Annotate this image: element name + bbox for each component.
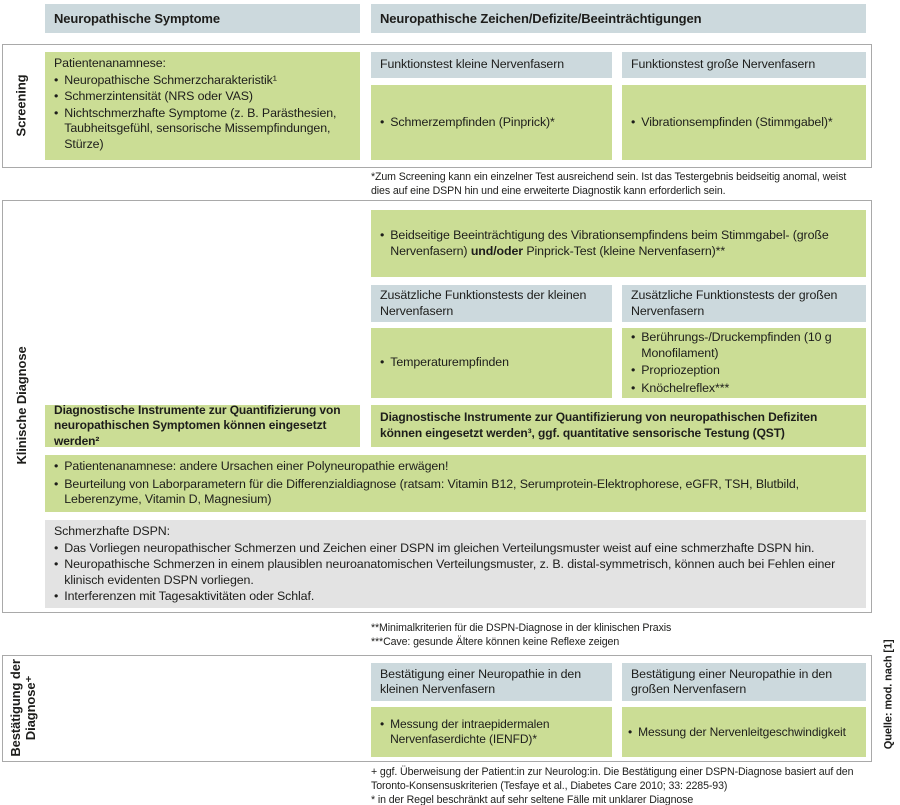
- list-item: [54, 73, 351, 89]
- clinical-footnotes: [371, 622, 868, 650]
- bullet-glyph: •: [380, 717, 385, 731]
- clinical-large-fiber-header-label: Zusätzliche Funktionstests der großen Nervenfasern: [631, 288, 838, 318]
- list-item: [54, 589, 857, 605]
- clinical-footnote: **Minimalkriterien für die DSPN-Diagnose in der klinischen Praxis: [371, 622, 672, 634]
- bullet-glyph: •: [380, 114, 385, 129]
- list-item: [54, 477, 857, 508]
- list-item: [631, 381, 857, 397]
- confirmation-footnote: + ggf. Überweisung der Patient:in zur Neurolog:in. Die Bestätigung einer DSPN-Diagnose basiert auf den Toronto-Konsensuskriterien (Tesfaye et al., Diabetes Care 2010; 33: 2285-93): [371, 766, 854, 792]
- bullet-glyph: •: [54, 72, 59, 87]
- confirmation-row-label: Bestätigung der Diagnose⁺: [8, 659, 38, 757]
- confirmation-small-fiber-header: [371, 663, 612, 701]
- painful-dspn-item: Neuropathische Schmerzen in einem plausiblen neuroanatomischen Verteilungsmuster, z. B. distal-symmetrisch, können auch bei Fehlen einer klinisch evidenten DSPN vorliegen.: [64, 557, 836, 587]
- confirmation-small-fiber-header-label: Bestätigung einer Neuropathie in den kleinen Nervenfasern: [380, 666, 581, 696]
- confirmation-small-fiber-box: [371, 707, 612, 757]
- clinical-bilateral-box: [371, 210, 866, 277]
- anamnesis-item: Nichtschmerzhafte Symptome (z. B. Parästhesien, Taubheitsgefühl, sensorische Missempfindungen, Stürze): [64, 105, 337, 151]
- bullet-glyph: •: [54, 89, 59, 103]
- screening-small-fiber-header-label: Funktionstest kleine Nervenfasern: [380, 57, 565, 72]
- screening-large-fiber-box: [622, 85, 866, 160]
- confirmation-large-fiber-test: Messung der Nervenleitgeschwindigkeit: [638, 724, 846, 739]
- bullet-glyph: •: [54, 459, 59, 474]
- confirmation-footnotes: [371, 766, 883, 805]
- bullet-glyph: •: [54, 476, 59, 491]
- screening-large-fiber-header-label: Funktionstest große Nervenfasern: [631, 57, 816, 72]
- clinical-small-fiber-box: [371, 328, 612, 398]
- list-item: [54, 106, 351, 153]
- bullet-glyph: •: [631, 114, 636, 129]
- list-item: [631, 363, 857, 379]
- bullet-glyph: •: [628, 724, 633, 739]
- header-neuropathic-symptoms: [45, 4, 360, 33]
- list-item: [628, 725, 860, 740]
- instruments-deficits-box: [371, 405, 866, 447]
- bullet-glyph: •: [631, 363, 636, 377]
- bullet-glyph: •: [54, 540, 59, 555]
- instruments-symptoms-box: [45, 402, 360, 448]
- bullet-glyph: •: [631, 330, 636, 344]
- clinical-small-fiber-header: [371, 285, 612, 322]
- list-item: [54, 541, 857, 557]
- clinical-large-fiber-box: [622, 328, 866, 398]
- differential-item: Patientenanamnese: andere Ursachen einer Polyneuropathie erwägen!: [64, 459, 449, 474]
- confirmation-footnote: * in der Regel beschränkt auf sehr seltene Fälle mit unklarer Diagnose: [371, 793, 694, 805]
- painful-dspn-title: Schmerzhafte DSPN:: [54, 524, 170, 538]
- screening-anamnesis-box: [45, 52, 360, 160]
- screening-small-fiber-test: Schmerzempfinden (Pinprick)*: [390, 114, 555, 129]
- screening-row-label: Screening: [13, 74, 29, 137]
- clinical-large-fiber-test: Berührungs-/Druckempfinden (10 g Monofilament): [641, 330, 832, 360]
- clinical-large-fiber-test: Knöchelreflex***: [641, 380, 730, 395]
- screening-small-fiber-header: [371, 52, 612, 78]
- clinical-bilateral-text: [390, 228, 857, 259]
- list-item: [380, 228, 857, 259]
- screening-small-fiber-box: [371, 85, 612, 160]
- screening-large-fiber-header: [622, 52, 866, 78]
- clinical-large-fiber-test: Propriozeption: [641, 363, 720, 377]
- bullet-glyph: •: [380, 355, 385, 370]
- confirmation-large-fiber-header-label: Bestätigung einer Neuropathie in den großen Nervenfasern: [631, 666, 832, 696]
- anamnesis-item: Schmerzintensität (NRS oder VAS): [64, 89, 253, 103]
- instruments-symptoms-text: Diagnostische Instrumente zur Quantifizierung von neuropathischen Symptomen können eingesetzt werden²: [54, 402, 341, 448]
- confirmation-small-fiber-test: Messung der intraepidermalen Nervenfaserdichte (IENFD)*: [390, 717, 550, 746]
- list-item: [54, 459, 857, 475]
- list-item: [54, 557, 857, 588]
- confirmation-large-fiber-header: [622, 663, 866, 701]
- clinical-footnote: ***Cave: gesunde Ältere können keine Reflexe zeigen: [371, 635, 620, 648]
- list-item: [380, 355, 603, 371]
- clinical-small-fiber-header-label: Zusätzliche Funktionstests der kleinen Nervenfasern: [380, 288, 587, 318]
- list-item: [380, 717, 603, 747]
- bullet-glyph: •: [54, 557, 59, 571]
- bullet-glyph: •: [54, 589, 59, 603]
- clinical-small-fiber-test: Temperaturempfinden: [390, 355, 509, 370]
- screening-large-fiber-test: Vibrationsempfinden (Stimmgabel)*: [641, 114, 833, 129]
- bullet-glyph: •: [380, 228, 385, 242]
- clinical-large-fiber-header: [622, 285, 866, 322]
- source-note: Quelle: mod. nach [1]: [882, 639, 895, 750]
- list-item: [631, 115, 857, 131]
- painful-dspn-box: [45, 520, 866, 608]
- anamnesis-item: Neuropathische Schmerzcharakteristik¹: [64, 72, 277, 87]
- header-neuropathic-signs-label: Neuropathische Zeichen/Defizite/Beeinträchtigungen: [380, 11, 702, 26]
- painful-dspn-item: Das Vorliegen neuropathischer Schmerzen und Zeichen einer DSPN im gleichen Verteilungsmuster weist auf eine schmerzhafte DSPN hin.: [64, 540, 815, 555]
- bilateral-post: Pinprick-Test (kleine Nervenfasern)**: [523, 243, 726, 258]
- bilateral-bold: und/oder: [470, 243, 524, 258]
- instruments-deficits-text: Diagnostische Instrumente zur Quantifizierung von neuropathischen Defiziten können eingesetzt werden³, ggf. quantitative sensorische Testung (QST): [380, 410, 818, 440]
- list-item: [380, 115, 603, 131]
- bullet-glyph: •: [631, 380, 636, 395]
- bullet-glyph: •: [54, 105, 59, 120]
- clinical-row-label: Klinische Diagnose: [14, 346, 30, 465]
- list-item: [54, 89, 351, 105]
- bilateral-pre: Beidseitige Beeinträchtigung des Vibrationsempfindens beim Stimmgabel- (große Nervenfasern): [390, 228, 829, 258]
- differential-item: Beurteilung von Laborparametern für die Differenzialdiagnose (ratsam: Vitamin B12, Serumprotein-Elektrophorese, eGFR, TSH, Blutbild, Leberenzyme, Vitamin D, Magnesium): [64, 476, 799, 507]
- header-neuropathic-symptoms-label: Neuropathische Symptome: [54, 11, 221, 26]
- list-item: [631, 330, 857, 361]
- painful-dspn-item: Interferenzen mit Tagesaktivitäten oder Schlaf.: [64, 589, 315, 603]
- anamnesis-title: Patientenanamnese:: [54, 56, 166, 70]
- confirmation-large-fiber-box: [622, 707, 866, 757]
- screening-footnote: *Zum Screening kann ein einzelner Test ausreichend sein. Ist das Testergebnis beidseitig anomal, weist dies auf eine DSPN hin und eine erweiterte Diagnostik kann erforderlich sein.: [371, 171, 847, 197]
- differential-diagnosis-box: [45, 455, 866, 512]
- header-neuropathic-signs: [371, 4, 866, 33]
